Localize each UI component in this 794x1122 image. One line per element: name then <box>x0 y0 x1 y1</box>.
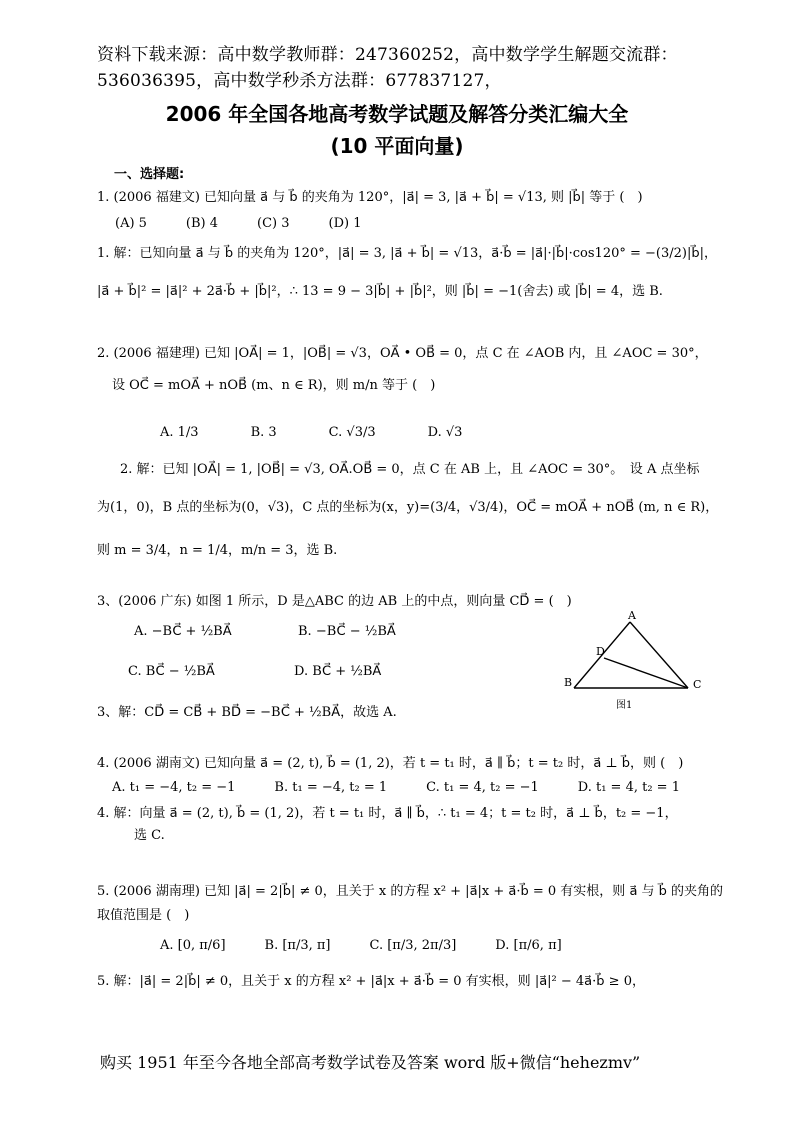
page-subtitle: (10 平面向量) <box>330 134 464 158</box>
q1-solution-line2: |a⃗ + b⃗|² = |a⃗|² + 2a⃗·b⃗ + |b⃗|²，∴ 13 = 9 − 3|b⃗| + |b⃗|²，则 |b⃗| = −1(舍去) 或 |b⃗| = 4，选 B. <box>97 284 663 299</box>
q5-stem-line2: 取值范围是 ( ) <box>97 908 190 923</box>
page-title: 2006 年全国各地高考数学试题及解答分类汇编大全 <box>165 102 629 126</box>
label-c: C <box>693 678 702 691</box>
q4-stem: 4. (2006 湖南文) 已知向量 a⃗ = (2, t), b⃗ = (1, 2)，若 t = t₁ 时，a⃗ ∥ b⃗；t = t₂ 时，a⃗ ⊥ b⃗，则 ( ) <box>97 756 684 771</box>
figure-caption: 图1 <box>616 700 633 711</box>
q5-stem-line1: 5. (2006 湖南理) 已知 |a⃗| = 2|b⃗| ≠ 0，且关于 x 的方程 x² + |a⃗|x + a⃗·b⃗ = 0 有实根，则 a⃗ 与 b⃗ 的夹角的 <box>97 884 724 899</box>
q3-solution: 3、解：CD⃗ = CB⃗ + BD⃗ = −BC⃗ + ½BA⃗，故选 A. <box>97 705 397 720</box>
q3-option-a: A. −BC⃗ + ½BA⃗ <box>134 624 232 639</box>
section-heading: 一、选择题: <box>114 167 185 182</box>
label-b: B <box>564 676 573 689</box>
q4-solution-line2: 选 C. <box>134 828 165 843</box>
q2-solution-line3: 则 m = 3/4，n = 1/4，m/n = 3，选 B. <box>97 543 338 558</box>
q3-option-d: D. BC⃗ + ½BA⃗ <box>294 664 382 679</box>
q2-stem-line2: 设 OC⃗ = mOA⃗ + nOB⃗ (m、n ∈ R)，则 m/n 等于 ( ) <box>112 378 436 393</box>
q1-stem: 1. (2006 福建文) 已知向量 a⃗ 与 b⃗ 的夹角为 120°，|a⃗| = 3, |a⃗ + b⃗| = √13, 则 |b⃗| 等于 ( ) <box>97 190 643 205</box>
ad-line-2: 536036395，高中数学秒杀方法群：677837127， <box>97 71 502 91</box>
q5-solution-line1: 5. 解：|a⃗| = 2|b⃗| ≠ 0，且关于 x 的方程 x² + |a⃗|x + a⃗·b⃗ = 0 有实根，则 |a⃗|² − 4a⃗·b⃗ ≥ 0， <box>97 974 645 989</box>
q2-solution-line2: 为(1，0)，B 点的坐标为(0，√3)，C 点的坐标为(x，y)=(3/4，√3/4)，OC⃗ = mOA⃗ + nOB⃗ (m, n ∈ R)， <box>97 500 719 515</box>
triangle-figure <box>560 608 720 716</box>
label-a: A <box>628 609 636 622</box>
q2-stem-line1: 2. (2006 福建理) 已知 |OA⃗| = 1，|OB⃗| = √3，OA⃗ • OB⃗ = 0，点 C 在 ∠AOB 内，且 ∠AOC = 30°， <box>97 346 708 361</box>
q3-option-c: C. BC⃗ − ½BA⃗ <box>128 664 215 679</box>
q3-stem: 3、(2006 广东) 如图 1 所示，D 是△ABC 的边 AB 上的中点，则向量 CD⃗ = ( ) <box>97 594 572 609</box>
q4-solution-line1: 4. 解：向量 a⃗ = (2, t), b⃗ = (1, 2)，若 t = t₁ 时，a⃗ ∥ b⃗，∴ t₁ = 4；t = t₂ 时，a⃗ ⊥ b⃗，t₂ = −1， <box>97 806 678 821</box>
q2-options: A. 1/3 B. 3 C. √3/3 D. √3 <box>160 425 463 440</box>
q4-options: A. t₁ = −4, t₂ = −1 B. t₁ = −4, t₂ = 1 C. t₁ = 4, t₂ = −1 D. t₁ = 4, t₂ = 1 <box>112 780 680 795</box>
footer-ad: 购买 1951 年至今各地全部高考数学试卷及答案 word 版+微信“hehezmv” <box>100 1053 641 1072</box>
label-d: D <box>596 645 605 658</box>
q1-options: (A) 5 (B) 4 (C) 3 (D) 1 <box>115 216 362 231</box>
ad-line-1: 资料下载来源：高中数学教师群：247360252，高中数学学生解题交流群： <box>97 45 678 65</box>
q5-options: A. [0, π/6] B. [π/3, π] C. [π/3, 2π/3] D. [π/6, π] <box>160 938 562 953</box>
q1-solution-line1: 1. 解：已知向量 a⃗ 与 b⃗ 的夹角为 120°，|a⃗| = 3, |a⃗ + b⃗| = √13，a⃗·b⃗ = |a⃗|·|b⃗|·cos120° = −(3/2)|b⃗|， <box>97 246 717 261</box>
q3-option-b: B. −BC⃗ − ½BA⃗ <box>298 624 396 639</box>
q2-solution-line1: 2. 解：已知 |OA⃗| = 1, |OB⃗| = √3, OA⃗.OB⃗ = 0，点 C 在 AB 上，且 ∠AOC = 30°。 设 A 点坐标 <box>120 462 700 477</box>
